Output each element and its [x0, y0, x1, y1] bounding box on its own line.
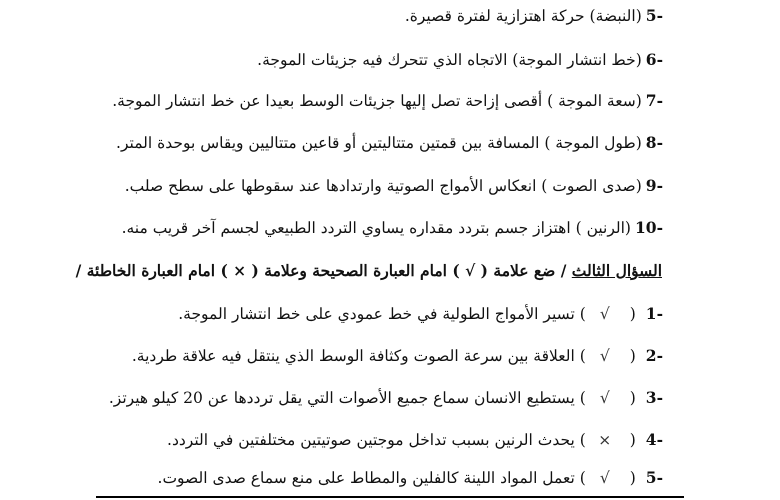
question-heading [75, 260, 662, 282]
item-number: -4 [645, 430, 663, 449]
item-text: ) تسير الأمواج الطولية في خط عمودي على خط انتشار الموجة. [178, 305, 586, 323]
check-mark: √ [599, 469, 610, 487]
item-number: -5 [645, 6, 663, 25]
definition-item [100, 175, 663, 197]
question-title: السؤال الثالث [571, 261, 662, 280]
check-mark: √ [599, 389, 610, 407]
item-number: -5 [645, 468, 663, 487]
item-number: -2 [645, 346, 663, 365]
item-number: -1 [645, 304, 663, 323]
item-text: (طول الموجة ) المسافة بين قمتين متتاليتين أو قاعين متتاليين ويقاس بوحدة المتر. [116, 134, 642, 152]
cross-mark: × [598, 431, 612, 449]
definition-item [100, 49, 663, 71]
definition-item [100, 90, 663, 112]
item-text: (خط انتشار الموجة) الاتجاه الذي تتحرك فيه جزيئات الموجة. [257, 51, 642, 69]
item-number: -10 [634, 218, 663, 237]
item-text: (سعة الموجة ) أقصى إزاحة تصل إليها جزيئات الوسط بعيدا عن خط انتشار الموجة. [112, 92, 642, 110]
item-text: (الرنين ) اهتزاز جسم بتردد مقداره يساوي التردد الطبيعي لجسم آخر قريب منه. [121, 219, 631, 237]
item-text: ) تعمل المواد اللينة كالفلين والمطاط على منع سماع صدى الصوت. [157, 469, 586, 487]
item-number: -8 [645, 133, 663, 152]
statement-item: -3(√) يستطيع الانسان سماع جميع الأصوات التي يقل ترددها عن 20 كيلو هيرتز. [108, 388, 663, 407]
statement-item: -4(×) يحدث الرنين بسبب تداخل موجتين صوتيتين مختلفتين في التردد. [167, 430, 663, 449]
item-number: -6 [645, 50, 663, 69]
definition-item [100, 5, 663, 27]
statement-item: -1(√) تسير الأمواج الطولية في خط عمودي على خط انتشار الموجة. [178, 304, 663, 323]
item-text: (صدى الصوت ) انعكاس الأمواج الصوتية وارتدادها عند سقوطها على سطح صلب. [124, 177, 642, 195]
item-text: ) العلاقة بين سرعة الصوت وكثافة الوسط الذي ينتقل فيه علاقة طردية. [131, 347, 586, 365]
check-mark: √ [599, 347, 610, 365]
question-instruction: / ضع علامة ( √ ) امام العبارة الصحيحة وعلامة ( × ) امام العبارة الخاطئة / [75, 261, 567, 280]
definition-item [100, 132, 663, 154]
definition-item [100, 217, 663, 239]
item-number: -9 [645, 176, 663, 195]
statement-item: -5(√) تعمل المواد اللينة كالفلين والمطاط على منع سماع صدى الصوت. [157, 468, 663, 487]
bottom-border-line [96, 496, 684, 498]
item-text: ) يحدث الرنين بسبب تداخل موجتين صوتيتين مختلفتين في التردد. [167, 431, 586, 449]
item-number: -7 [645, 91, 663, 110]
item-text: (النبضة) حركة اهتزازية لفترة قصيرة. [404, 7, 642, 25]
item-number: -3 [645, 388, 663, 407]
statement-item: -2(√) العلاقة بين سرعة الصوت وكثافة الوسط الذي ينتقل فيه علاقة طردية. [131, 346, 663, 365]
check-mark: √ [599, 305, 610, 323]
item-text: ) يستطيع الانسان سماع جميع الأصوات التي يقل ترددها عن 20 كيلو هيرتز. [108, 389, 586, 407]
